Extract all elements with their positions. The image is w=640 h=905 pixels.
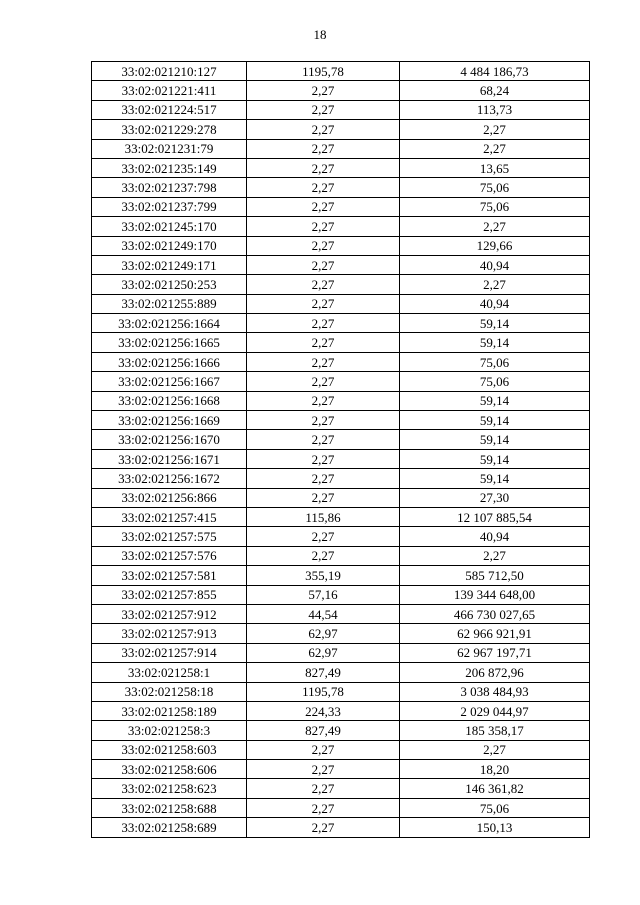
cadastral-number-cell: 33:02:021257:913 xyxy=(92,624,247,643)
value-cell: 185 358,17 xyxy=(400,721,590,740)
cadastral-number-cell: 33:02:021257:575 xyxy=(92,527,247,546)
value-cell: 585 712,50 xyxy=(400,566,590,585)
value-cell: 75,06 xyxy=(400,372,590,391)
cadastral-number-cell: 33:02:021256:1664 xyxy=(92,314,247,333)
value-cell: 150,13 xyxy=(400,818,590,837)
value-cell: 59,14 xyxy=(400,449,590,468)
cadastral-number-cell: 33:02:021255:889 xyxy=(92,294,247,313)
value-cell: 466 730 027,65 xyxy=(400,604,590,623)
rate-cell: 62,97 xyxy=(247,624,400,643)
value-cell: 59,14 xyxy=(400,469,590,488)
value-cell: 2,27 xyxy=(400,120,590,139)
rate-cell: 2,27 xyxy=(247,527,400,546)
table-body xyxy=(92,62,590,838)
value-cell: 59,14 xyxy=(400,314,590,333)
cadastral-number-cell: 33:02:021235:149 xyxy=(92,158,247,177)
cadastral-number-cell: 33:02:021258:606 xyxy=(92,760,247,779)
table-row xyxy=(92,62,590,81)
table-row xyxy=(92,779,590,798)
table-row xyxy=(92,546,590,565)
value-cell: 146 361,82 xyxy=(400,779,590,798)
table-row xyxy=(92,624,590,643)
cadastral-number-cell: 33:02:021249:171 xyxy=(92,255,247,274)
table-row xyxy=(92,197,590,216)
rate-cell: 355,19 xyxy=(247,566,400,585)
rate-cell: 2,27 xyxy=(247,333,400,352)
rate-cell: 2,27 xyxy=(247,546,400,565)
table-row xyxy=(92,255,590,274)
value-cell: 4 484 186,73 xyxy=(400,62,590,81)
cadastral-number-cell: 33:02:021256:1672 xyxy=(92,469,247,488)
table-row xyxy=(92,333,590,352)
cadastral-number-cell: 33:02:021258:3 xyxy=(92,721,247,740)
table-row xyxy=(92,217,590,236)
cadastral-number-cell: 33:02:021224:517 xyxy=(92,100,247,119)
table-row xyxy=(92,372,590,391)
value-cell: 62 966 921,91 xyxy=(400,624,590,643)
rate-cell: 224,33 xyxy=(247,701,400,720)
table-row xyxy=(92,682,590,701)
table-row xyxy=(92,352,590,371)
table-row xyxy=(92,721,590,740)
cadastral-number-cell: 33:02:021221:411 xyxy=(92,81,247,100)
cadastral-number-cell: 33:02:021256:1671 xyxy=(92,449,247,468)
table-row xyxy=(92,391,590,410)
rate-cell: 2,27 xyxy=(247,818,400,837)
cadastral-number-cell: 33:02:021257:855 xyxy=(92,585,247,604)
cadastral-number-cell: 33:02:021258:189 xyxy=(92,701,247,720)
rate-cell: 2,27 xyxy=(247,178,400,197)
cadastral-number-cell: 33:02:021257:912 xyxy=(92,604,247,623)
rate-cell: 115,86 xyxy=(247,507,400,526)
cadastral-number-cell: 33:02:021250:253 xyxy=(92,275,247,294)
table-row xyxy=(92,100,590,119)
value-cell: 62 967 197,71 xyxy=(400,643,590,662)
cadastral-number-cell: 33:02:021245:170 xyxy=(92,217,247,236)
rate-cell: 62,97 xyxy=(247,643,400,662)
rate-cell: 2,27 xyxy=(247,391,400,410)
rate-cell: 2,27 xyxy=(247,469,400,488)
cadastral-number-cell: 33:02:021256:1666 xyxy=(92,352,247,371)
rate-cell: 1195,78 xyxy=(247,62,400,81)
value-cell: 75,06 xyxy=(400,197,590,216)
rate-cell: 57,16 xyxy=(247,585,400,604)
cadastral-number-cell: 33:02:021256:866 xyxy=(92,488,247,507)
rate-cell: 2,27 xyxy=(247,294,400,313)
table-row xyxy=(92,275,590,294)
value-cell: 68,24 xyxy=(400,81,590,100)
table-row xyxy=(92,430,590,449)
table-row xyxy=(92,818,590,837)
value-cell: 12 107 885,54 xyxy=(400,507,590,526)
table-row xyxy=(92,566,590,585)
value-cell: 27,30 xyxy=(400,488,590,507)
cadastral-number-cell: 33:02:021237:798 xyxy=(92,178,247,197)
value-cell: 75,06 xyxy=(400,178,590,197)
value-cell: 59,14 xyxy=(400,430,590,449)
cadastral-number-cell: 33:02:021237:799 xyxy=(92,197,247,216)
table-row xyxy=(92,798,590,817)
value-cell: 206 872,96 xyxy=(400,663,590,682)
rate-cell: 2,27 xyxy=(247,760,400,779)
rate-cell: 2,27 xyxy=(247,740,400,759)
table-row xyxy=(92,604,590,623)
value-cell: 2 029 044,97 xyxy=(400,701,590,720)
rate-cell: 2,27 xyxy=(247,411,400,430)
value-cell: 40,94 xyxy=(400,255,590,274)
cadastral-number-cell: 33:02:021256:1668 xyxy=(92,391,247,410)
table-row xyxy=(92,663,590,682)
value-cell: 13,65 xyxy=(400,158,590,177)
table-row xyxy=(92,236,590,255)
cadastral-number-cell: 33:02:021256:1670 xyxy=(92,430,247,449)
value-cell: 139 344 648,00 xyxy=(400,585,590,604)
cadastral-number-cell: 33:02:021258:1 xyxy=(92,663,247,682)
table-row xyxy=(92,411,590,430)
cadastral-number-cell: 33:02:021257:914 xyxy=(92,643,247,662)
table-row xyxy=(92,585,590,604)
cadastral-number-cell: 33:02:021258:18 xyxy=(92,682,247,701)
value-cell: 59,14 xyxy=(400,391,590,410)
rate-cell: 2,27 xyxy=(247,314,400,333)
table-row xyxy=(92,178,590,197)
rate-cell: 2,27 xyxy=(247,217,400,236)
value-cell: 113,73 xyxy=(400,100,590,119)
cadastral-number-cell: 33:02:021256:1667 xyxy=(92,372,247,391)
rate-cell: 2,27 xyxy=(247,158,400,177)
rate-cell: 2,27 xyxy=(247,100,400,119)
table-row xyxy=(92,120,590,139)
cadastral-number-cell: 33:02:021258:688 xyxy=(92,798,247,817)
data-table xyxy=(91,61,590,838)
table-row xyxy=(92,314,590,333)
cadastral-number-cell: 33:02:021210:127 xyxy=(92,62,247,81)
rate-cell: 2,27 xyxy=(247,352,400,371)
rate-cell: 2,27 xyxy=(247,120,400,139)
rate-cell: 2,27 xyxy=(247,798,400,817)
table-row xyxy=(92,158,590,177)
cadastral-number-cell: 33:02:021257:415 xyxy=(92,507,247,526)
value-cell: 2,27 xyxy=(400,275,590,294)
cadastral-number-cell: 33:02:021249:170 xyxy=(92,236,247,255)
table-row xyxy=(92,760,590,779)
value-cell: 75,06 xyxy=(400,352,590,371)
rate-cell: 2,27 xyxy=(247,488,400,507)
cadastral-number-cell: 33:02:021256:1665 xyxy=(92,333,247,352)
cadastral-number-cell: 33:02:021231:79 xyxy=(92,139,247,158)
cadastral-number-cell: 33:02:021258:689 xyxy=(92,818,247,837)
table-row xyxy=(92,469,590,488)
cadastral-number-cell: 33:02:021257:576 xyxy=(92,546,247,565)
table-row xyxy=(92,449,590,468)
rate-cell: 2,27 xyxy=(247,275,400,294)
value-cell: 40,94 xyxy=(400,294,590,313)
table-row xyxy=(92,507,590,526)
cadastral-number-cell: 33:02:021258:623 xyxy=(92,779,247,798)
value-cell: 75,06 xyxy=(400,798,590,817)
table-row xyxy=(92,701,590,720)
value-cell: 2,27 xyxy=(400,217,590,236)
cadastral-number-cell: 33:02:021258:603 xyxy=(92,740,247,759)
rate-cell: 827,49 xyxy=(247,721,400,740)
value-cell: 129,66 xyxy=(400,236,590,255)
rate-cell: 2,27 xyxy=(247,372,400,391)
value-cell: 59,14 xyxy=(400,333,590,352)
value-cell: 59,14 xyxy=(400,411,590,430)
rate-cell: 2,27 xyxy=(247,430,400,449)
value-cell: 2,27 xyxy=(400,139,590,158)
cadastral-number-cell: 33:02:021256:1669 xyxy=(92,411,247,430)
value-cell: 40,94 xyxy=(400,527,590,546)
rate-cell: 2,27 xyxy=(247,449,400,468)
rate-cell: 2,27 xyxy=(247,236,400,255)
cadastral-number-cell: 33:02:021229:278 xyxy=(92,120,247,139)
table-row xyxy=(92,81,590,100)
table-row xyxy=(92,643,590,662)
table-row xyxy=(92,740,590,759)
table-row xyxy=(92,488,590,507)
rate-cell: 1195,78 xyxy=(247,682,400,701)
cadastral-number-cell: 33:02:021257:581 xyxy=(92,566,247,585)
rate-cell: 2,27 xyxy=(247,197,400,216)
rate-cell: 2,27 xyxy=(247,81,400,100)
rate-cell: 2,27 xyxy=(247,779,400,798)
rate-cell: 2,27 xyxy=(247,255,400,274)
value-cell: 3 038 484,93 xyxy=(400,682,590,701)
rate-cell: 44,54 xyxy=(247,604,400,623)
value-cell: 18,20 xyxy=(400,760,590,779)
rate-cell: 2,27 xyxy=(247,139,400,158)
rate-cell: 827,49 xyxy=(247,663,400,682)
table-row xyxy=(92,139,590,158)
page-number: 18 xyxy=(313,27,327,42)
table-row xyxy=(92,527,590,546)
value-cell: 2,27 xyxy=(400,740,590,759)
value-cell: 2,27 xyxy=(400,546,590,565)
table-row xyxy=(92,294,590,313)
